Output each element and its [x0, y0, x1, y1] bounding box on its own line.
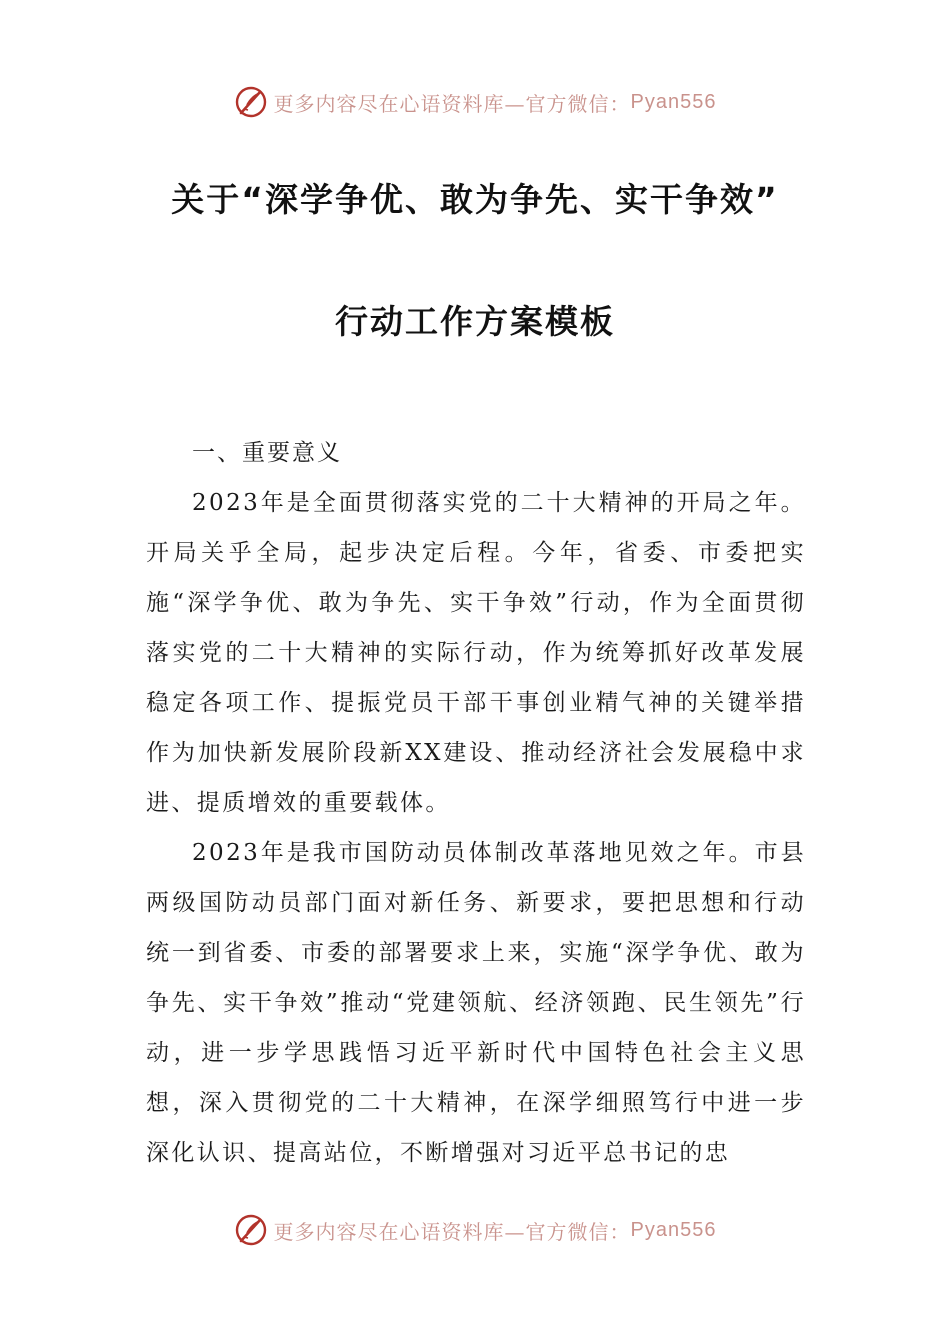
document-body	[146, 428, 806, 1178]
body-paragraph-1: 2023年是全面贯彻落实党的二十大精神的开局之年。开局关乎全局，起步决定后程。今年，省委、市委把实施“深学争优、敢为争先、实干争效”行动，作为全面贯彻落实党的二十大精神的实际行动，作为统筹抓好改革发展稳定各项工作、提振党员干部干事创业精气神的关键举措作为加快新发展阶段新XX建设、推动经济社会发展稳中求进、提质增效的重要载体。	[146, 490, 806, 816]
document-title-line-1: 关于“深学争优、敢为争先、实干争效”	[171, 180, 779, 219]
section-heading: 一、重要意义	[192, 440, 342, 466]
footer-wechat-id: Pyan556	[630, 1218, 717, 1241]
quill-logo-icon	[234, 1213, 268, 1247]
footer-watermark-banner	[0, 1210, 950, 1250]
header-watermark-banner	[0, 82, 950, 122]
header-watermark-text: 更多内容尽在心语资料库—官方微信：	[273, 91, 631, 116]
quill-logo-icon	[234, 85, 268, 119]
body-paragraph-2: 2023年是我市国防动员体制改革落地见效之年。市县两级国防动员部门面对新任务、新要求，要把思想和行动统一到省委、市委的部署要求上来，实施“深学争优、敢为争先、实干争效”推动“党建领航、经济领跑、民生领先”行动，进一步学思践悟习近平新时代中国特色社会主义思想，深入贯彻党的二十大精神，在深学细照笃行中进一步深化认识、提高站位，不断增强对习近平总书记的忠	[146, 840, 806, 1166]
header-wechat-id: Pyan556	[630, 90, 717, 113]
footer-watermark-text: 更多内容尽在心语资料库—官方微信：	[273, 1219, 631, 1244]
document-title-line-2: 行动工作方案模板	[335, 302, 615, 341]
